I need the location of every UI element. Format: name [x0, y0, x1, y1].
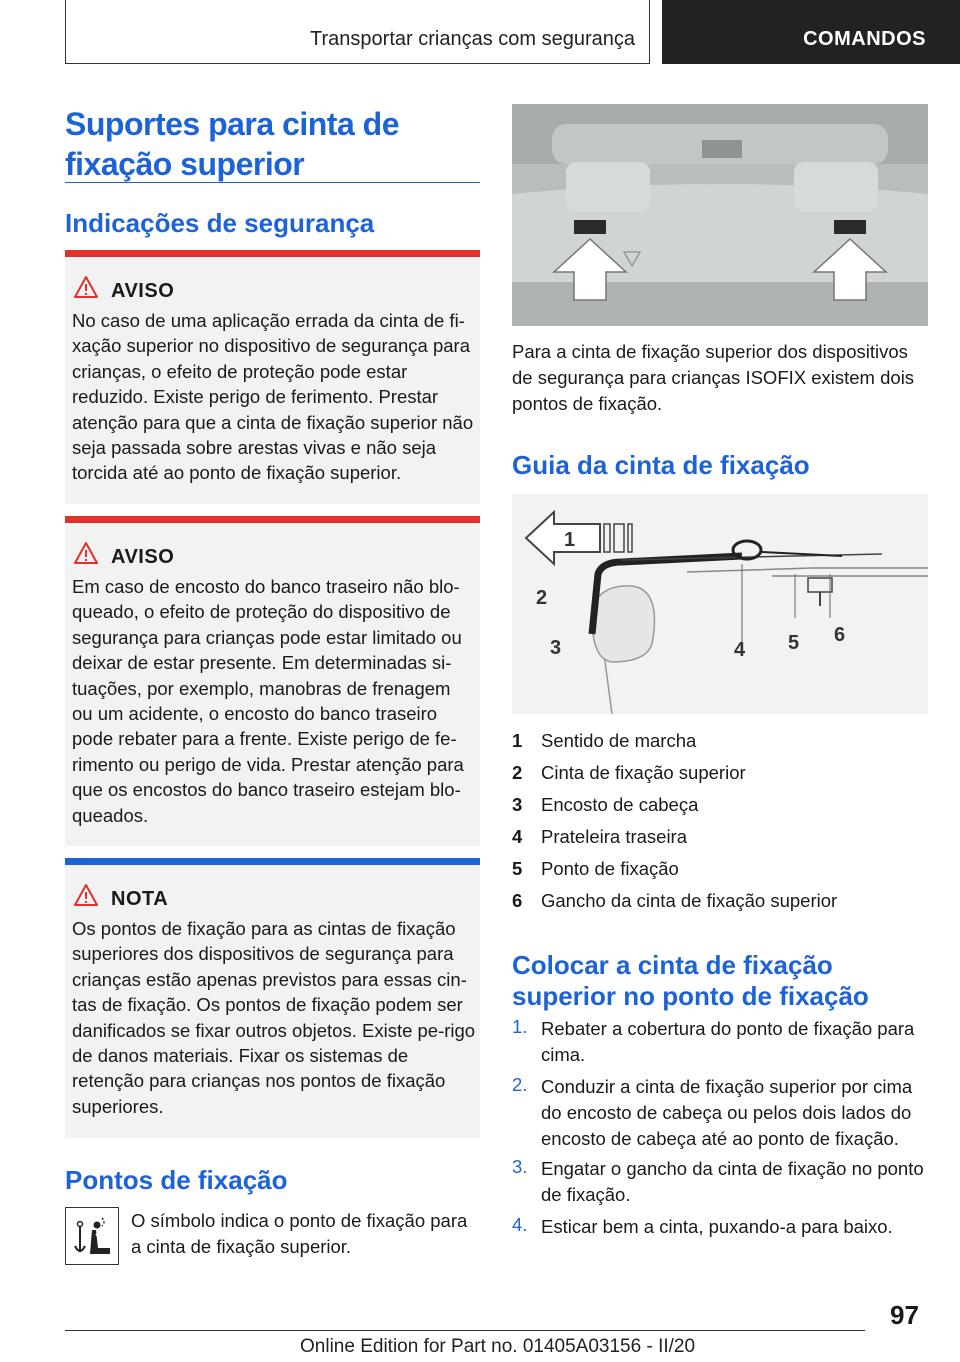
note-bar — [65, 858, 480, 865]
step-text: Rebater a cobertura do ponto de fixação para cima. — [541, 1018, 915, 1065]
legend-number: 1 — [512, 730, 523, 751]
footer-rule — [65, 1330, 865, 1331]
diagram-label-4: 4 — [734, 639, 746, 661]
warning-triangle-icon — [73, 541, 99, 565]
diagram-label-5: 5 — [788, 632, 800, 654]
warning-box-2 — [65, 516, 480, 846]
step-number: 1. — [512, 1016, 528, 1037]
warning-text: Em caso de encosto do banco traseiro não blo-queado, o efeito de proteção do dispositivo de segurança para crianças pode estar limitado ou deixar de estar presente. Em determinadas si-tuações, por exemplo, manobras de frenagem ou um acidente, o encosto do banco traseiro pode rebater para a frente. Existe perigo de fe-rimento ou perigo de vida. Prestar atenção para que os encostos do banco traseiro estejam blo-queados. — [72, 576, 464, 826]
trunk-photo — [512, 104, 928, 326]
legend-number: 6 — [512, 890, 523, 911]
diagram-label-1: 1 — [564, 529, 576, 551]
tether-diagram — [512, 494, 928, 714]
legend-text: Encosto de cabeça — [541, 794, 699, 815]
step-number: 2. — [512, 1074, 528, 1095]
warning-bar — [65, 250, 480, 257]
step-text: Conduzir a cinta de fixação superior por cima do encosto de cabeça ou pelos dois lados do encosto de cabeça até ao ponto de fixação. — [541, 1076, 913, 1149]
diagram-label-2: 2 — [536, 587, 548, 609]
note-label: NOTA — [111, 888, 169, 910]
legend-text: Prateleira traseira — [541, 826, 688, 847]
legend-number: 3 — [512, 794, 523, 815]
page-title: Suportes para cinta de fixação superior — [65, 106, 399, 182]
photo-caption: Para a cinta de fixação superior dos dispositivos de segurança para crianças ISOFIX existem dois pontos de fixação. — [512, 341, 915, 414]
legend-number: 4 — [512, 826, 523, 847]
place-heading: Colocar a cinta de fixação superior no ponto de fixação — [512, 950, 869, 1011]
step-text: Esticar bem a cinta, puxando-a para baixo. — [541, 1216, 893, 1237]
child-seat-anchor-icon — [65, 1207, 119, 1265]
legend-text: Sentido de marcha — [541, 730, 697, 751]
step-number: 4. — [512, 1214, 528, 1235]
diagram-label-3: 3 — [550, 637, 562, 659]
legend-text: Ponto de fixação — [541, 858, 679, 879]
warning-label: AVISO — [111, 280, 175, 302]
note-box — [65, 858, 480, 1138]
legend-number: 5 — [512, 858, 523, 879]
header-tab-label: COMANDOS — [803, 28, 926, 50]
step-text: Engatar o gancho da cinta de fixação no ponto de fixação. — [541, 1158, 924, 1205]
step-number: 3. — [512, 1156, 528, 1177]
warning-triangle-icon — [73, 275, 99, 299]
legend-text: Gancho da cinta de fixação superior — [541, 890, 838, 911]
title-rule — [65, 182, 480, 183]
page-number: 97 — [890, 1300, 919, 1330]
note-text: Os pontos de fixação para as cintas de fixação superiores dos dispositivos de segurança para crianças estão apenas previstos para essas cin-tas de fixação. Os pontos de fixação podem ser danificados se fixar outros objetos. Existe pe-rigo de danos materiais. Fixar os sistemas de retenção para crianças nos pontos de fixação superiores. — [72, 918, 476, 1117]
guide-heading: Guia da cinta de fixação — [512, 450, 810, 480]
header-section-title: Transportar crianças com segurança — [310, 28, 635, 50]
warning-text: No caso de uma aplicação errada da cinta de fi-xação superior no dispositivo de segurança para crianças, o efeito de proteção pode estar reduzido. Existe perigo de ferimento. Prestar atenção para que a cinta de fixação superior não seja passada sobre arestas vivas e não seja torcida até ao ponto de fixação superior. — [72, 310, 474, 484]
legend-number: 2 — [512, 762, 523, 783]
warning-label: AVISO — [111, 546, 175, 568]
safety-heading: Indicações de segurança — [65, 208, 375, 238]
footer-edition: Online Edition for Part no. 01405A03156 - II/20 — [300, 1336, 696, 1357]
warning-box-1 — [65, 250, 480, 504]
warning-bar — [65, 516, 480, 523]
diagram-label-6: 6 — [834, 624, 846, 646]
header-tab[interactable] — [662, 0, 960, 64]
legend-text: Cinta de fixação superior — [541, 762, 746, 783]
warning-triangle-icon — [73, 883, 99, 907]
points-text: O símbolo indica o ponto de fixação para a cinta de fixação superior. — [131, 1210, 468, 1257]
points-heading: Pontos de fixação — [65, 1165, 288, 1195]
